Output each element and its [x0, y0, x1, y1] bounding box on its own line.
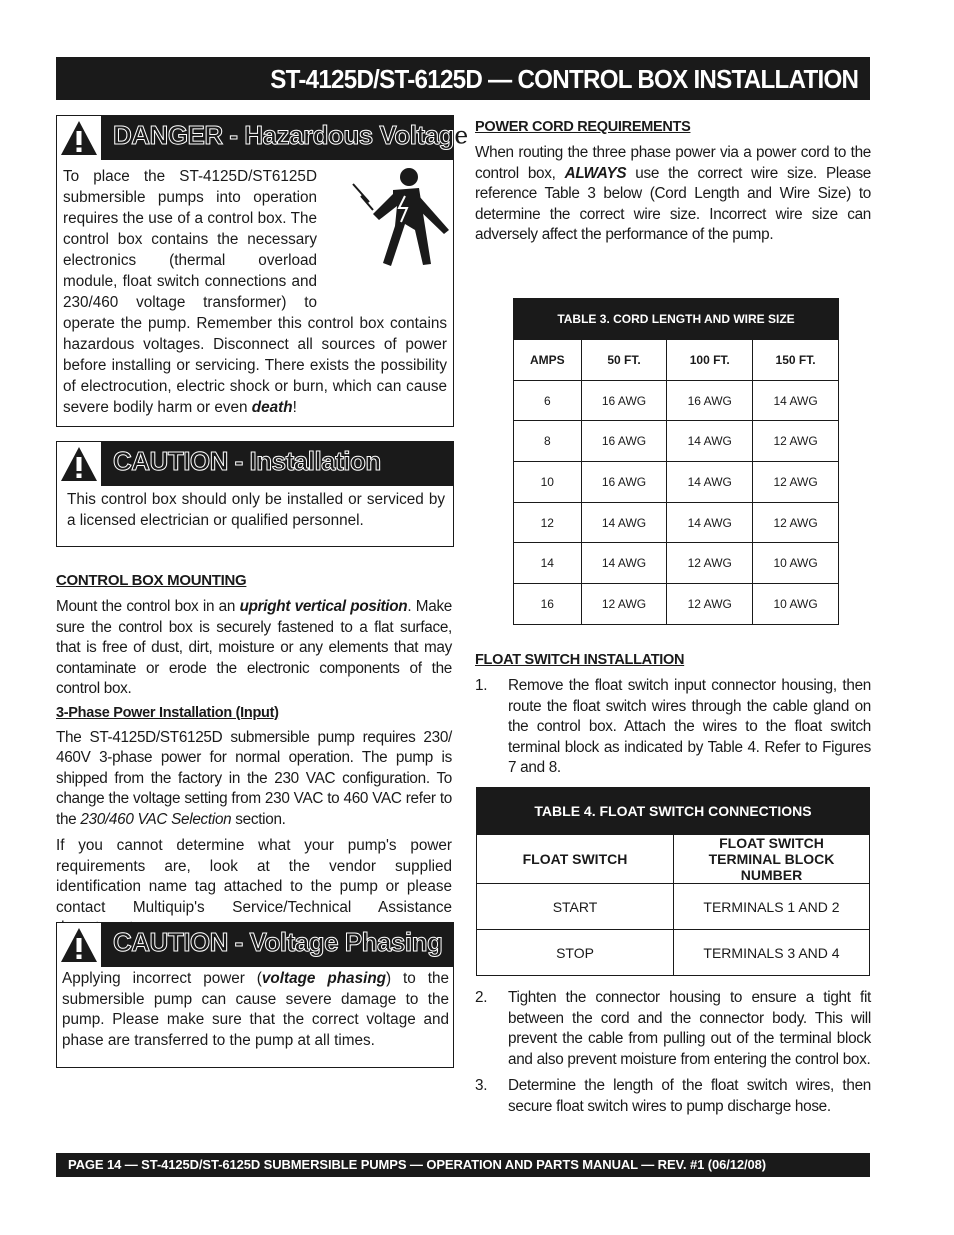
float-switch-section: [475, 652, 871, 779]
table-cell: 6: [514, 380, 582, 421]
float-step-2: 2. Tighten the connector housing to ensure a tight fit between the cord and the connector body. This will prevent the cable from pulling out of the terminal block and also prevent moisture from entering the control box.: [475, 989, 871, 1068]
table-header-row: [477, 835, 870, 884]
page-footer: [56, 1153, 870, 1177]
header-cell: 100 FT.: [667, 340, 753, 381]
left-column: [56, 572, 452, 939]
three-phase-paragraph: The ST-4125D/ST6125D submersible pump requires 230/ 460V 3-phase power for normal operation. The pump is shipped from the factory in the 230 VAC configuration. To change the voltage setting from 230 VAC to 460 VAC refer to the 230/460 VAC Selection section.: [56, 728, 452, 828]
caution-installation-body: This control box should only be installed or serviced by a licensed electrician or qualified personnel.: [67, 491, 445, 529]
warning-triangle-icon: [57, 116, 101, 160]
table-cell: 14 AWG: [667, 421, 753, 462]
table-cell: 10 AWG: [753, 584, 839, 625]
table-cell: 16 AWG: [581, 421, 667, 462]
table-cell: 14 AWG: [581, 502, 667, 543]
table-cell: 16 AWG: [581, 380, 667, 421]
table-cell: 14 AWG: [753, 380, 839, 421]
caution-installation-title: CAUTION - Installation: [113, 446, 381, 476]
caution-installation-box: [56, 441, 454, 547]
header-cell: 150 FT.: [753, 340, 839, 381]
danger-header: [57, 116, 468, 160]
table-cell: 12: [514, 502, 582, 543]
table-cell: 12 AWG: [753, 462, 839, 503]
control-box-mounting-heading: CONTROL BOX MOUNTING: [56, 572, 247, 589]
caution-phasing-header: [57, 923, 453, 967]
header-cell: FLOAT SWITCH: [477, 835, 674, 884]
power-cord-section: [475, 119, 871, 246]
header-cell: FLOAT SWITCH TERMINAL BLOCK NUMBER: [674, 835, 870, 884]
float-switch-heading: FLOAT SWITCH INSTALLATION: [475, 652, 685, 668]
table-cell: 14 AWG: [667, 462, 753, 503]
table-row: [477, 930, 870, 976]
table-row: [514, 543, 839, 584]
table-row: [514, 421, 839, 462]
page-title: ST-4125D/ST-6125D — CONTROL BOX INSTALLATION: [270, 64, 858, 94]
table-cell: TERMINALS 3 AND 4: [674, 930, 870, 976]
danger-box: [56, 115, 468, 427]
table-cell: 12 AWG: [581, 584, 667, 625]
danger-body: To place the ST-4125D/ST6125D submersible pumps into operation requires the use of a control box. The control box contains the necessary electronics (thermal overload module, float switch connections and 230/460 voltage transformer) to operate the pump. Remember this control box contains hazardous voltages. Disconnect all sources of power before installing or servicing. There exists the possibility of electrocution, electric shock or burn, which can cause severe bodily harm or even death!: [57, 160, 453, 424]
table-cell: TERMINALS 1 AND 2: [674, 884, 870, 930]
float-step-1: 1. Remove the float switch input connector housing, then route the float switch wires through the cable gland on the control box. Attach the wires to the float switch terminal block as indicated by Table 4. Refer to Figures 7 and 8.: [475, 677, 871, 776]
table-cell: 14: [514, 543, 582, 584]
table-cell: 10 AWG: [753, 543, 839, 584]
caution-phasing-body: Applying incorrect power (voltage phasing) to the submersible pump can cause severe damage to the pump. Please make sure that the correct voltage and phase are transferred to the pump at all times.: [62, 970, 449, 1049]
warning-triangle-icon: [57, 923, 101, 967]
table4-caption: TABLE 4. FLOAT SWITCH CONNECTIONS: [477, 788, 870, 835]
table-row: [514, 462, 839, 503]
caution-phasing-box: [56, 922, 454, 1068]
caution-installation-header: [57, 442, 453, 486]
table-cell: 8: [514, 421, 582, 462]
table-cell: 12 AWG: [753, 421, 839, 462]
electrocution-hazard-icon: [323, 166, 453, 306]
power-requirements-paragraph: If you cannot determine what your pump's power requirements are, look at the vendor supplied identification name tag attached to the pump or please contact Multiquip's Service/Technical Assistance: [56, 837, 452, 916]
danger-title: DANGER - Hazardous Voltage: [113, 120, 468, 150]
table-cell: START: [477, 884, 674, 930]
three-phase-heading: 3-Phase Power Installation (Input): [56, 704, 279, 721]
cord-length-table: [513, 298, 839, 625]
table-cell: 14 AWG: [581, 543, 667, 584]
table-cell: 16 AWG: [581, 462, 667, 503]
power-cord-paragraph: When routing the three phase power via a power cord to the control box, ALWAYS use the correct wire size. Please reference Table 3 below (Cord Length and Wire Size) to determine the correct wire size. Incorrect wire size can adversely affect the performance of the pump.: [475, 144, 871, 243]
header-cell: AMPS: [514, 340, 582, 381]
header-cell: 50 FT.: [581, 340, 667, 381]
float-switch-table: [476, 787, 870, 976]
float-step-3: 3. Determine the length of the float switch wires, then secure float switch wires to pump discharge hose.: [475, 1077, 871, 1115]
table-cell: 14 AWG: [667, 502, 753, 543]
mounting-paragraph: Mount the control box in an upright vertical position. Make sure the control box is securely fastened to a flat surface, that is free of dust, dirt, moisture or any elements that may contaminate or erode the electronic components of the control box.: [56, 598, 452, 697]
table-row: [514, 584, 839, 625]
table-cell: STOP: [477, 930, 674, 976]
power-cord-heading: POWER CORD REQUIREMENTS: [475, 119, 691, 135]
table-row: [514, 380, 839, 421]
table-cell: 12 AWG: [753, 502, 839, 543]
table-cell: 16 AWG: [667, 380, 753, 421]
table3-caption: TABLE 3. CORD LENGTH AND WIRE SIZE: [514, 299, 839, 340]
table-row: [477, 884, 870, 930]
table-row: [514, 502, 839, 543]
table-cell: 10: [514, 462, 582, 503]
float-steps-continued: [475, 988, 871, 1117]
footer-text: PAGE 14 — ST-4125D/ST-6125D SUBMERSIBLE PUMPS — OPERATION AND PARTS MANUAL — REV. #1 (06/12/08): [68, 1157, 766, 1172]
page-title-bar: [56, 57, 870, 100]
table-cell: 12 AWG: [667, 543, 753, 584]
warning-triangle-icon: [57, 442, 101, 486]
table-cell: 16: [514, 584, 582, 625]
caution-phasing-title: CAUTION - Voltage Phasing: [113, 927, 443, 957]
table-cell: 12 AWG: [667, 584, 753, 625]
table-header-row: [514, 340, 839, 381]
